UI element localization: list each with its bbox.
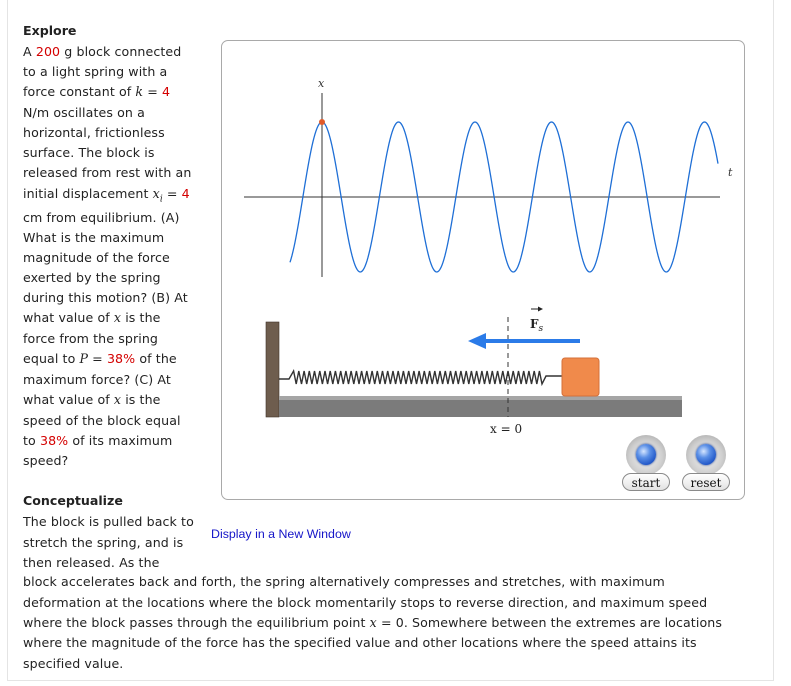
problem-line: to a light spring with a bbox=[23, 64, 168, 79]
reset-button[interactable]: reset bbox=[682, 473, 730, 491]
spring-force-arrow bbox=[468, 333, 580, 349]
conceptualize-line: The block is pulled back to bbox=[23, 514, 194, 529]
simulation-canvas bbox=[222, 41, 744, 499]
problem-line: What is the maximum bbox=[23, 230, 165, 245]
force-label: $F_s$ bbox=[530, 317, 544, 334]
spring bbox=[279, 371, 562, 384]
equilibrium-label: x = 0 bbox=[490, 422, 523, 436]
problem-line: magnitude of the force bbox=[23, 250, 170, 265]
problem-line: maximum force? (C) At bbox=[23, 372, 171, 387]
wall-and-floor bbox=[266, 322, 682, 417]
start-knob-icon[interactable] bbox=[626, 435, 666, 475]
problem-line: to 38% of its maximum bbox=[23, 433, 173, 448]
graph-x-axis-label: t bbox=[728, 166, 733, 179]
conceptualize-heading: Conceptualize bbox=[23, 493, 123, 508]
explore-heading: Explore bbox=[23, 23, 77, 38]
problem-line: speed? bbox=[23, 453, 69, 468]
conceptualize-line: stretch the spring, and is bbox=[23, 535, 184, 550]
graph-y-axis-label: x bbox=[318, 77, 325, 90]
problem-line: cm from equilibrium. (A) bbox=[23, 210, 180, 225]
problem-line: force constant of k = 4 bbox=[23, 84, 171, 99]
reset-knob-icon[interactable] bbox=[686, 435, 726, 475]
start-button[interactable]: start bbox=[622, 473, 670, 491]
problem-line: released from rest with an bbox=[23, 165, 192, 180]
problem-line: A 200 g block connected bbox=[23, 44, 182, 59]
problem-line: during this motion? (B) At bbox=[23, 290, 188, 305]
simulation-panel bbox=[221, 40, 745, 500]
problem-line: N/m oscillates on a bbox=[23, 105, 145, 120]
problem-line: what value of x is the bbox=[23, 392, 161, 407]
problem-line: exerted by the spring bbox=[23, 270, 161, 285]
block bbox=[562, 358, 599, 396]
problem-line: horizontal, frictionless bbox=[23, 125, 165, 140]
problem-line: surface. The block is bbox=[23, 145, 155, 160]
problem-line: what value of x is the bbox=[23, 310, 161, 325]
problem-line: initial displacement $x_i = 4$ bbox=[23, 186, 190, 205]
conceptualize-line: specified value. bbox=[23, 656, 124, 671]
position-time-graph bbox=[244, 77, 733, 277]
problem-line: equal to P = 38% of the bbox=[23, 351, 177, 366]
conceptualize-line: block accelerates back and forth, the spring alternatively compresses and stretches, with maximum bbox=[23, 574, 665, 589]
position-marker bbox=[319, 119, 325, 125]
conceptualize-line: deformation at the locations where the block momentarily stops to reverse direction, and maximum speed bbox=[23, 595, 708, 610]
problem-line: force from the spring bbox=[23, 331, 159, 346]
force-vector-arrow-icon bbox=[531, 307, 543, 312]
display-new-window-link[interactable]: Display in a New Window bbox=[211, 527, 351, 541]
conceptualize-line: where the magnitude of the force has the specified value and other locations where the speed attains its bbox=[23, 635, 697, 650]
conceptualize-line: where the block passes through the equilibrium point x = 0. Somewhere between the extremes are locations bbox=[23, 615, 722, 630]
conceptualize-line: then released. As the bbox=[23, 555, 160, 570]
problem-line: speed of the block equal bbox=[23, 413, 181, 428]
